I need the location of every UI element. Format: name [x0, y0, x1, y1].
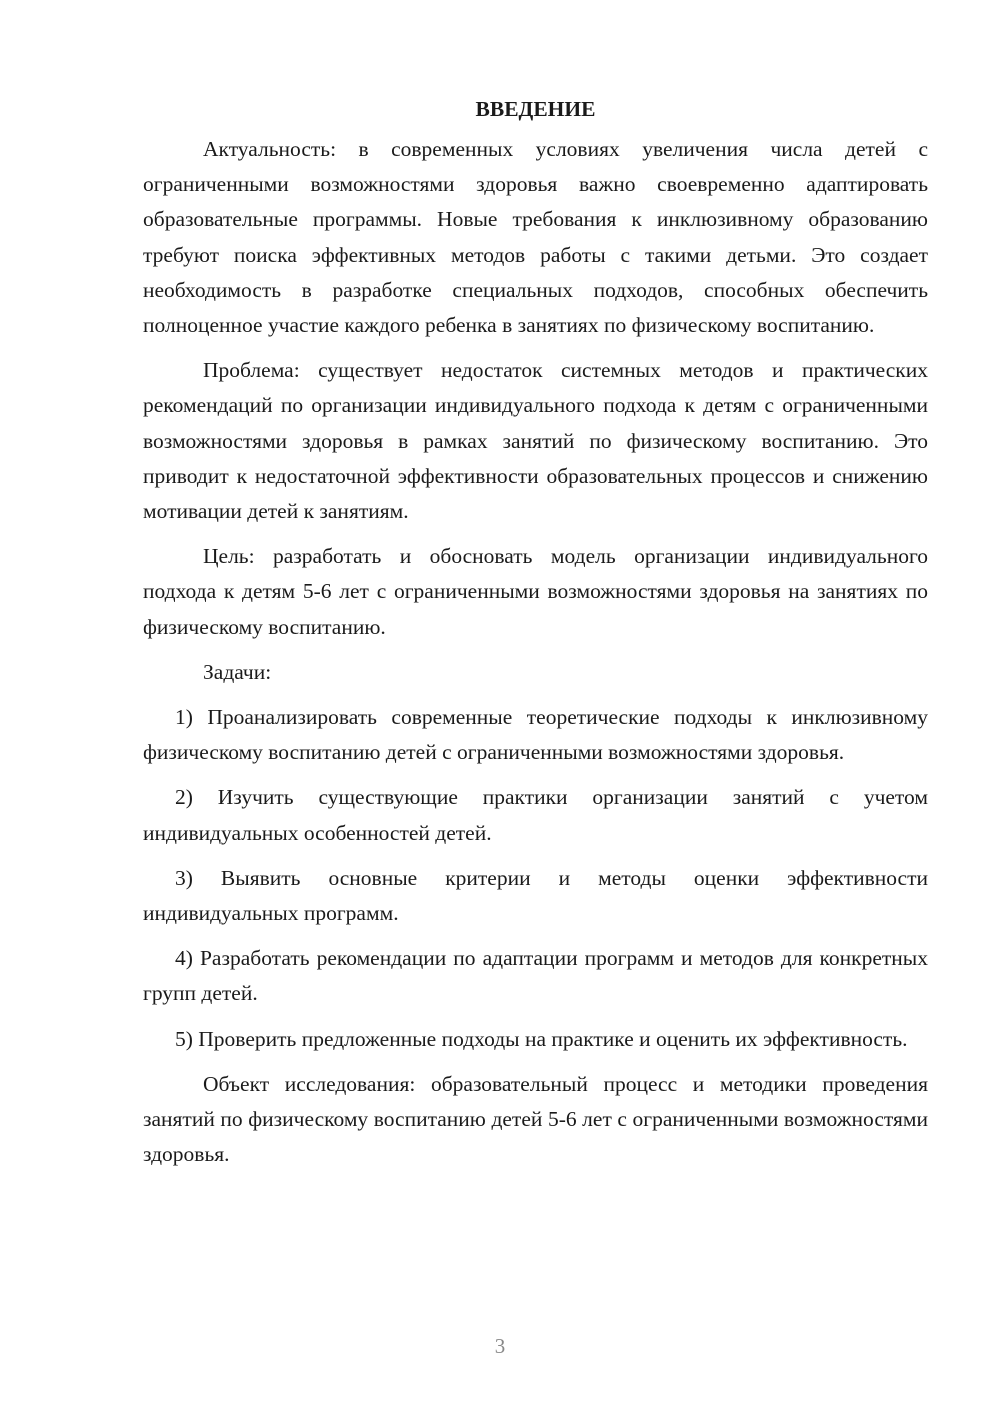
task-item-3: 3) Выявить основные критерии и методы оценки эффективности индивидуальных программ. — [143, 865, 928, 926]
page-number: 3 — [494, 1334, 506, 1358]
tasks-label: Задачи: — [203, 659, 272, 684]
page-title: ВВЕДЕНИЕ — [475, 97, 596, 121]
task-item-2: 2) Изучить существующие практики организации занятий с учетом индивидуальных особенностей детей. — [143, 785, 928, 845]
problem-paragraph: Проблема: существует недостаток системных методов и практических рекомендаций по организации индивидуального подхода к детям с ограниченными возможностями здоровья в рамках занятий по физическому воспитанию. Это приводит к недостаточной эффективности образовательных процессов и снижению мотивации детей к занятиям. — [143, 358, 928, 524]
task-item-5: 5) Проверить предложенные подходы на практике и оценить их эффективность. — [175, 1026, 908, 1051]
goal-paragraph: Цель: разработать и обосновать модель организации индивидуального подхода к детям 5-6 лет с ограниченными возможностями здоровья на занятиях по физическому воспитанию. — [143, 544, 928, 639]
task-item-1: 1) Проанализировать современные теоретические подходы к инклюзивному физическому воспитанию детей с ограниченными возможностями здоровья. — [143, 705, 928, 765]
relevance-paragraph: Актуальность: в современных условиях увеличения числа детей с ограниченными возможностями здоровья важно своевременно адаптировать образовательные программы. Новые требования к инклюзивному образованию требуют поиска эффективных методов работы с такими детьми. Это создает необходимость в разработке специальных подходов, способных обеспечить полноценное участие каждого ребенка в занятиях по физическому воспитанию. — [143, 137, 928, 338]
document-page — [143, 92, 928, 1172]
task-item-4: 4) Разработать рекомендации по адаптации программ и методов для конкретных групп детей. — [143, 946, 928, 1006]
object-paragraph: Объект исследования: образовательный процесс и методики проведения занятий по физическому воспитанию детей 5-6 лет с ограниченными возможностями здоровья. — [143, 1071, 928, 1167]
